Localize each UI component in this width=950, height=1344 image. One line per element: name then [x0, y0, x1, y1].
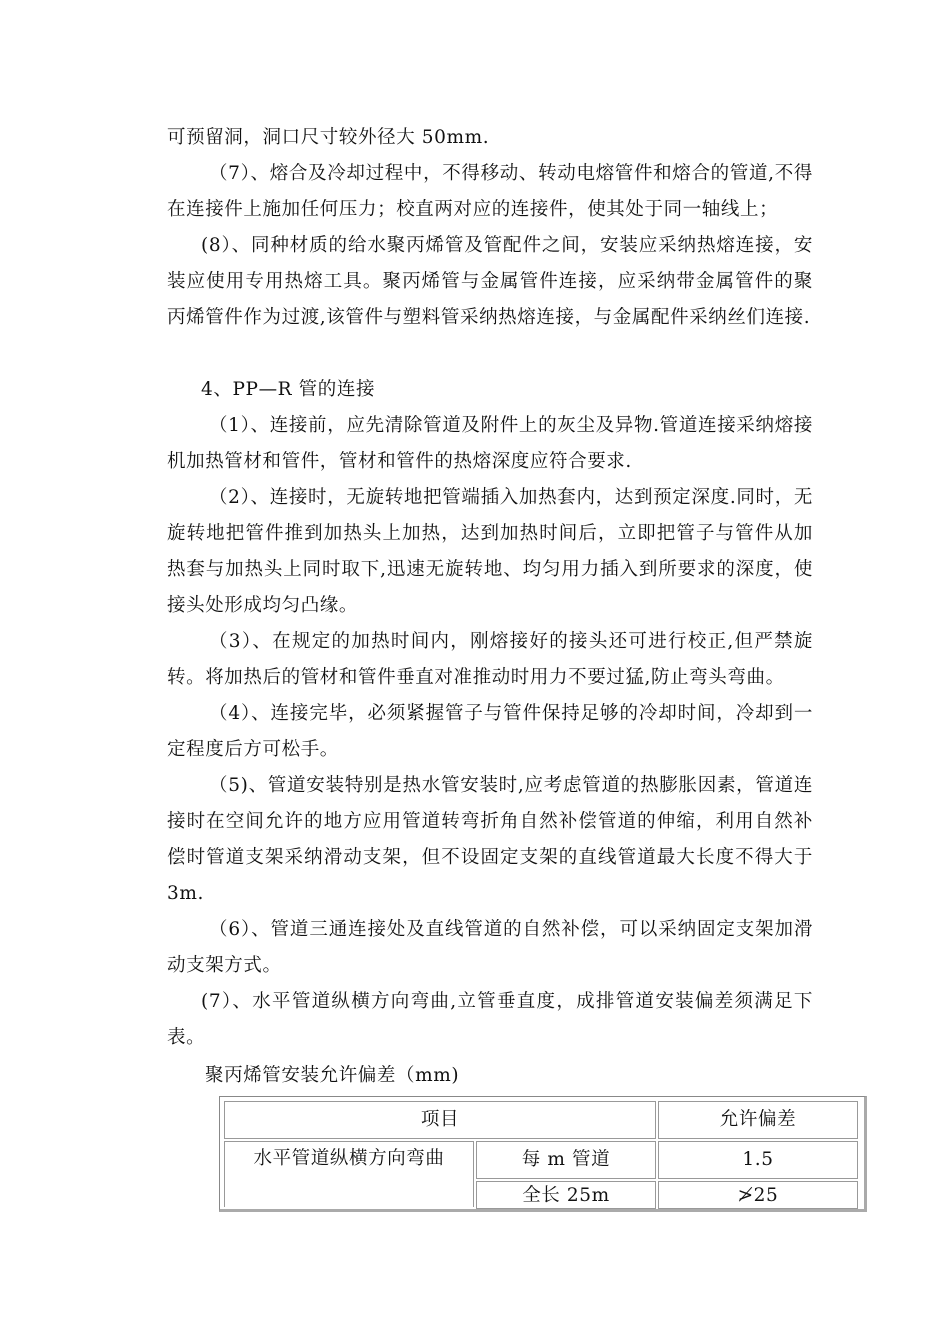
table-tolerance-value: ≯25 [658, 1181, 858, 1209]
table-sub-item: 全长 25m [476, 1181, 656, 1209]
table-header-item: 项目 [224, 1101, 656, 1139]
paragraph-item-6-compensation: （6）、管道三通连接处及直线管道的自然补偿，可以采纳固定支架加滑动支架方式。 [167, 919, 813, 976]
paragraph-item-8-materials: (8）、同种材质的给水聚丙烯管及管配件之间，安装应采纳热熔连接，安装应使用专用热熔工具。聚丙烯管与金属管件连接，应采纳带金属管件的聚丙烯管件作为过渡,该管件与塑料管采纳热熔连接，与金属配件采纳丝们连接. [167, 235, 813, 328]
paragraph-item-4-cooling: （4）、连接完毕，必须紧握管子与管件保持足够的冷却时间，冷却到一定程度后方可松手。 [167, 703, 813, 760]
paragraph-item-3-correction: （3）、在规定的加热时间内，刚熔接好的接头还可进行校正,但严禁旋转。将加热后的管材和管件垂直对准推动时用力不要过猛,防止弯头弯曲。 [167, 631, 813, 688]
table-header-tolerance: 允许偏差 [658, 1101, 858, 1139]
table-caption: 聚丙烯管安装允许偏差（mm) [205, 1065, 460, 1086]
paragraph-item-7-fusion: （7）、熔合及冷却过程中，不得移动、转动电熔管件和熔合的管道,不得在连接件上施加任何压力；校直两对应的连接件，使其处于同一轴线上； [167, 163, 813, 220]
paragraph-item-7-tolerance: (7）、水平管道纵横方向弯曲,立管垂直度，成排管道安装偏差须满足下表。 [167, 991, 813, 1048]
paragraph-item-1-cleaning: （1）、连接前，应先清除管道及附件上的灰尘及异物.管道连接采纳熔接机加热管材和管件，管材和管件的热熔深度应符合要求. [167, 415, 813, 472]
paragraph-item-5-expansion: （5)、管道安装特别是热水管安装时,应考虑管道的热膨胀因素，管道连接时在空间允许的地方应用管道转弯折角自然补偿管道的伸缩，利用自然补偿时管道支架采纳滑动支架，但不设固定支架的直线管道最大长度不得大于 3m. [167, 775, 813, 904]
paragraph-continuation: 可预留洞，洞口尺寸较外径大 50mm. [167, 127, 490, 148]
tolerance-table [219, 1096, 867, 1212]
table-sub-item: 每 m 管道 [476, 1141, 656, 1179]
table-tolerance-value: 1.5 [658, 1141, 858, 1179]
paragraph-item-2-heating: （2）、连接时，无旋转地把管端插入加热套内，达到预定深度.同时，无旋转地把管件推到加热头上加热，达到加热时间后，立即把管子与管件从加热套与加热头上同时取下,迅速无旋转地、均匀用力插入到所要求的深度，使接头处形成均匀凸缘。 [167, 487, 813, 616]
table-row-group-label: 水平管道纵横方向弯曲 [224, 1141, 474, 1207]
section-heading-ppr-connection: 4、PP—R 管的连接 [201, 379, 376, 400]
